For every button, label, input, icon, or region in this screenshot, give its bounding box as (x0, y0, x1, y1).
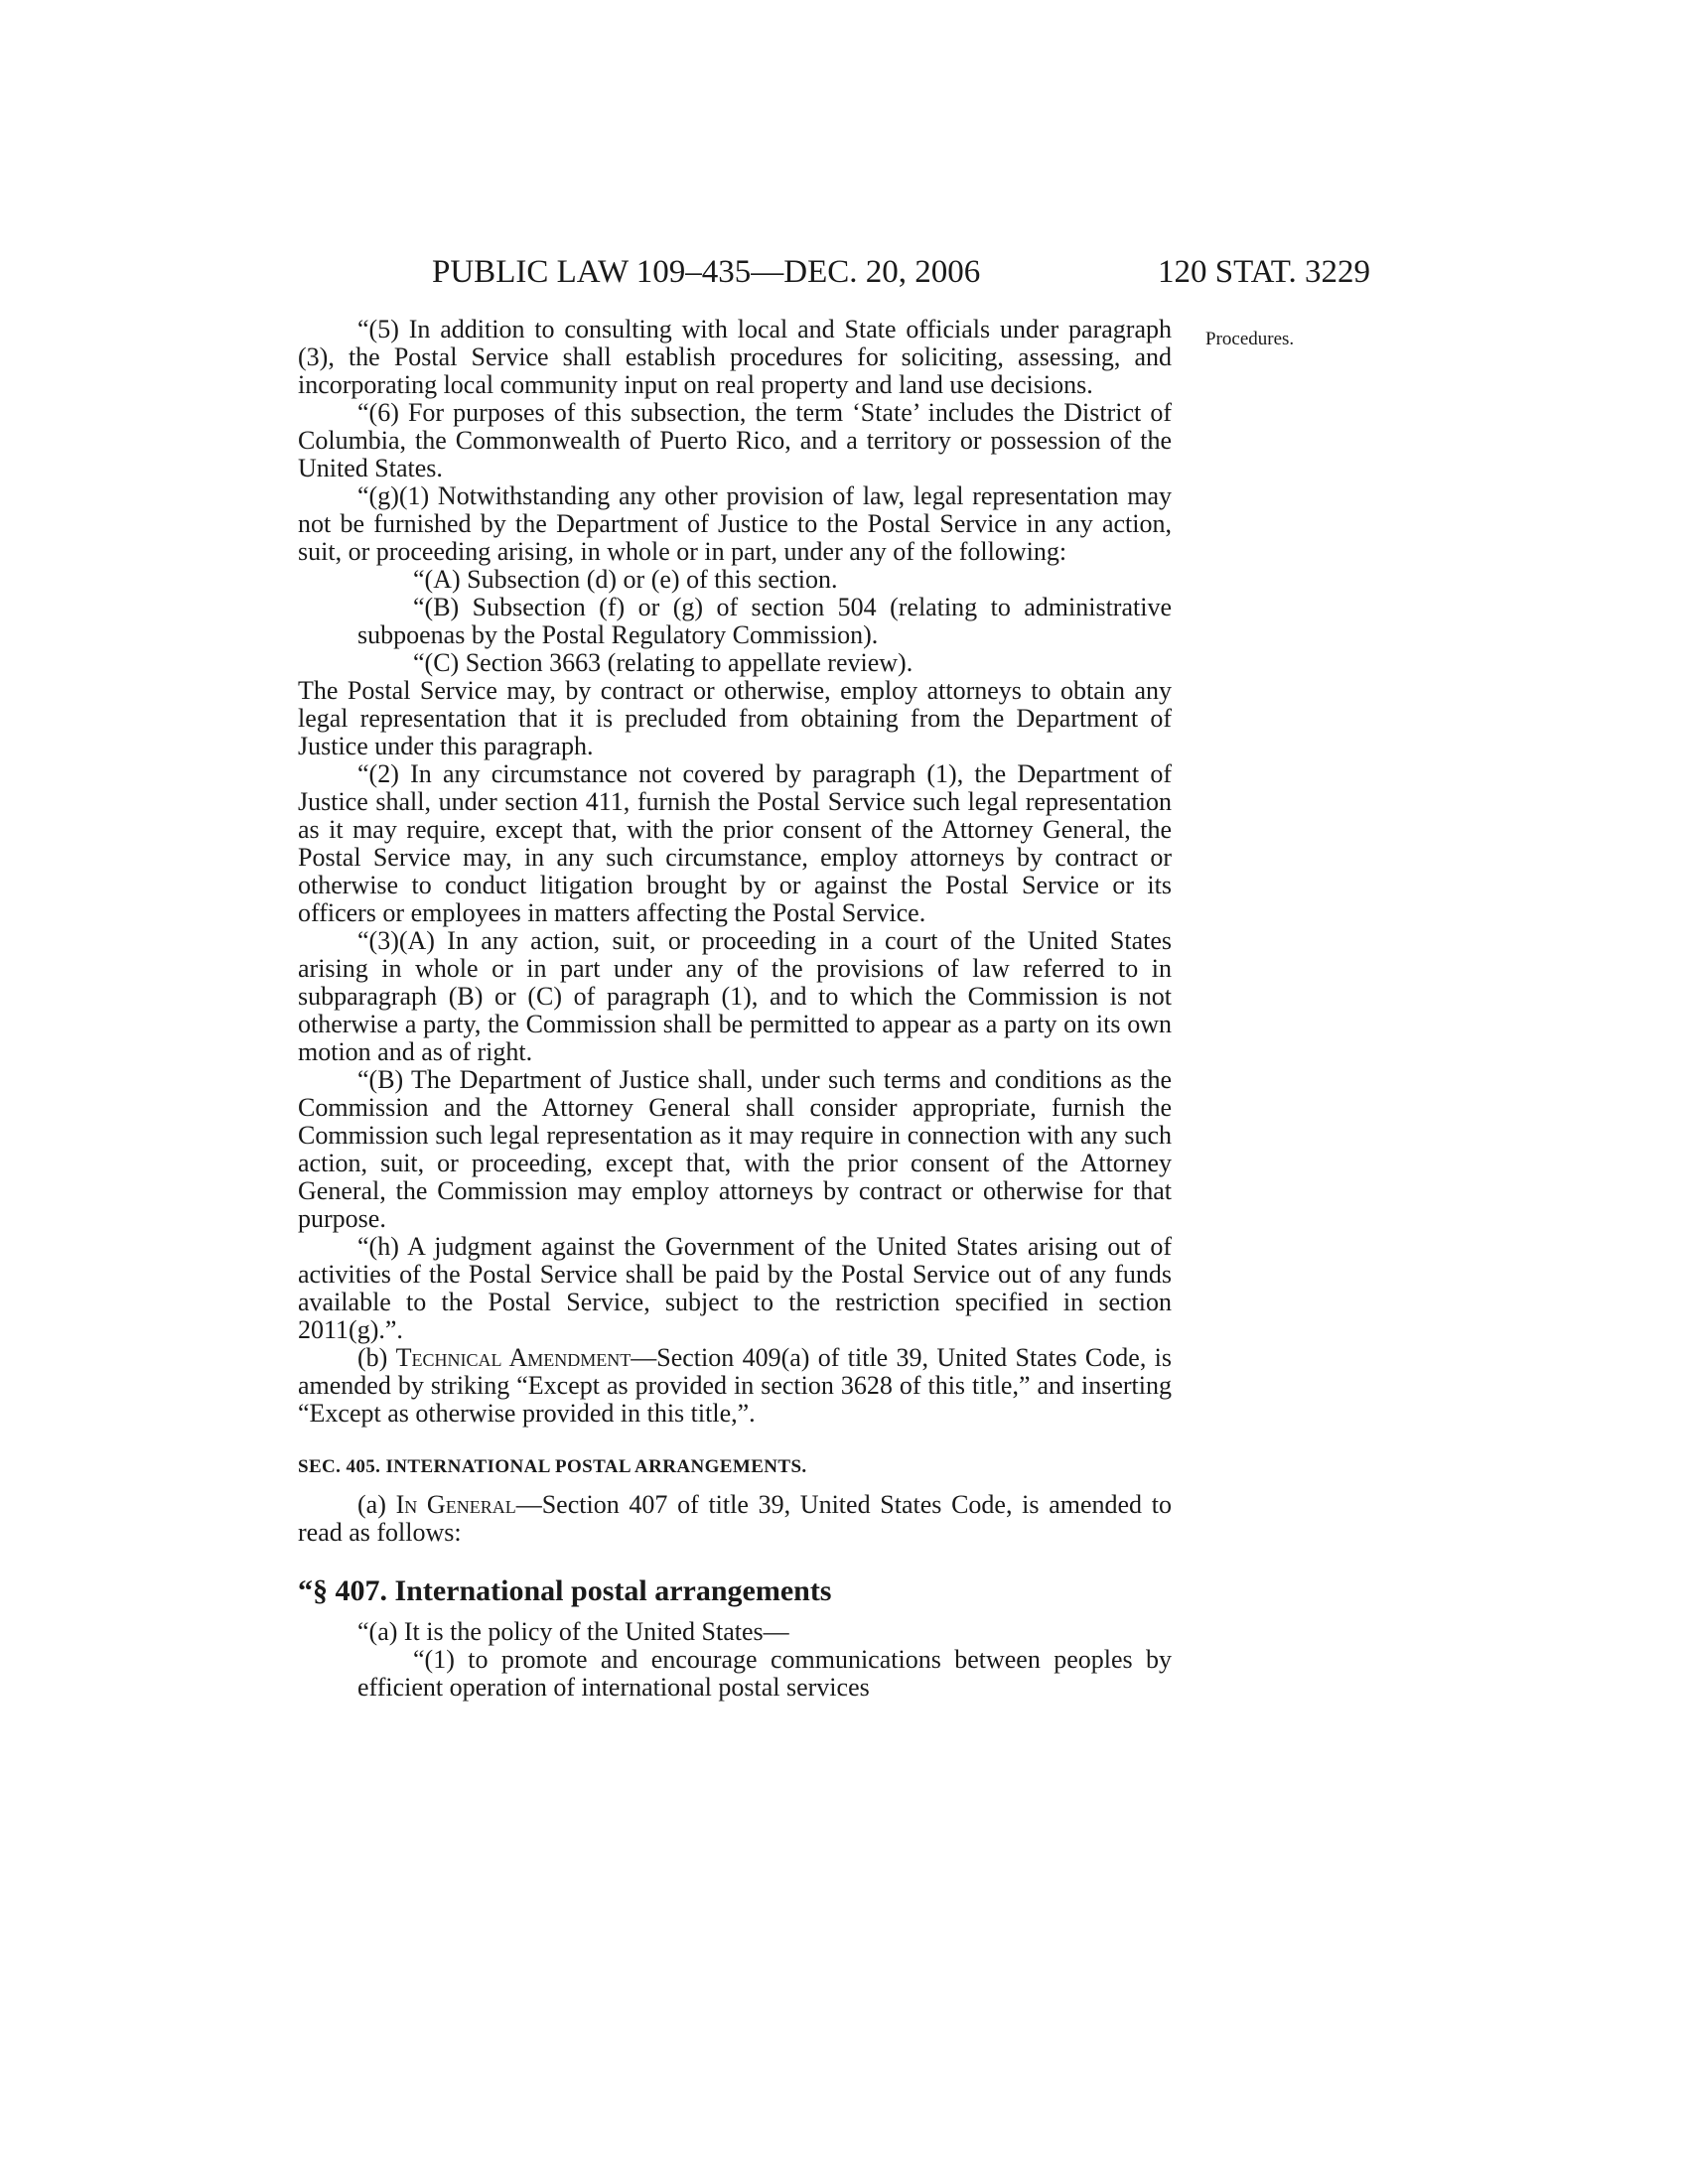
paragraph-g1: “(g)(1) Notwithstanding any other provision of law, legal representation may not be furnished by the Department of Justice to the Postal Service in any action, suit, or proceeding arising, in whole or in part, under any of the following: (298, 481, 1172, 566)
technical-amendment: (b) Technical Amendment—Section 409(a) of title 39, United States Code, is amended by striking “Except as provided in section 3628 of this title,” and inserting “Except as otherwise provided in this title,”. (298, 1343, 1173, 1428)
paragraph-g3b: “(B) The Department of Justice shall, under such terms and conditions as the Commission and the Attorney General shall consider appropriate, furnish the Commission such legal representation as it may require in connection with any such action, suit, or proceeding, except that, with the prior consent of the Attorney General, the Commission may employ attorneys by contract or otherwise for that purpose. (298, 1065, 1172, 1233)
subparagraph-b: “(B) Subsection (f) or (g) of section 504 (relating to administrative subpoenas by the Postal Regulatory Commission). (357, 593, 1172, 649)
paragraph-407a1: “(1) to promote and encourage communications between peoples by efficient operation of international postal services (357, 1645, 1172, 1702)
subparagraph-c: “(C) Section 3663 (relating to appellate review). (413, 648, 914, 677)
flush-paragraph: The Postal Service may, by contract or otherwise, employ attorneys to obtain any legal representation that it is precluded from obtaining from the Department of Justice under this paragraph. (298, 676, 1172, 760)
in-general-heading: In General (395, 1490, 516, 1519)
subparagraph-a: “(A) Subsection (d) or (e) of this section. (413, 565, 838, 594)
document-body (298, 316, 1172, 1702)
running-head: PUBLIC LAW 109–435—DEC. 20, 2006 (432, 254, 981, 290)
technical-amendment-heading: Technical Amendment (395, 1343, 632, 1372)
paragraph-g2: “(2) In any circumstance not covered by paragraph (1), the Department of Justice shall, under section 411, furnish the Postal Service such legal representation as it may require, except that, with the prior consent of the Attorney General, the Postal Service may, in any such circumstance, employ attorneys by contract or otherwise to conduct litigation brought by or against the Postal Service or its officers or employees in matters affecting the Postal Service. (298, 759, 1172, 927)
paragraph-5: “(5) In addition to consulting with local and State officials under paragraph (3), the Postal Service shall establish procedures for soliciting, assessing, and incorporating local community input on real property and land use decisions. (298, 315, 1172, 399)
in-general-text: —Section 407 of title 39, United States Code, is amended to read as follows: (298, 1490, 1172, 1547)
page-number: 120 STAT. 3229 (1157, 254, 1370, 290)
paragraph-407a: “(a) It is the policy of the United States— (357, 1617, 789, 1646)
section-title: “§ 407. International postal arrangements (298, 1574, 832, 1607)
technical-amendment-text: —Section 409(a) of title 39, United States Code, is amended by striking “Except as provided in section 3628 of this title,” and inserting “Except as otherwise provided in this title,”. (298, 1343, 1173, 1428)
page-header (298, 250, 1370, 294)
paragraph-h: “(h) A judgment against the Government of the United States arising out of activities of the Postal Service shall be paid by the Postal Service out of any funds available to the Postal Service, subject to the restriction specified in section 2011(g).”. (298, 1232, 1172, 1344)
in-general: (a) In General—Section 407 of title 39, United States Code, is amended to read as follows: (298, 1490, 1172, 1547)
paragraph-6: “(6) For purposes of this subsection, the term ‘State’ includes the District of Columbia, the Commonwealth of Puerto Rico, and a territory or possession of the United States. (298, 398, 1172, 482)
margin-note: Procedures. (1205, 329, 1295, 349)
section-heading: SEC. 405. INTERNATIONAL POSTAL ARRANGEMENTS. (298, 1456, 807, 1477)
paragraph-g3a: “(3)(A) In any action, suit, or proceeding in a court of the United States arising in whole or in part under any of the provisions of law referred to in subparagraph (B) or (C) of paragraph (1), and to which the Commission is not otherwise a party, the Commission shall be permitted to appear as a party on its own motion and as of right. (298, 926, 1172, 1066)
